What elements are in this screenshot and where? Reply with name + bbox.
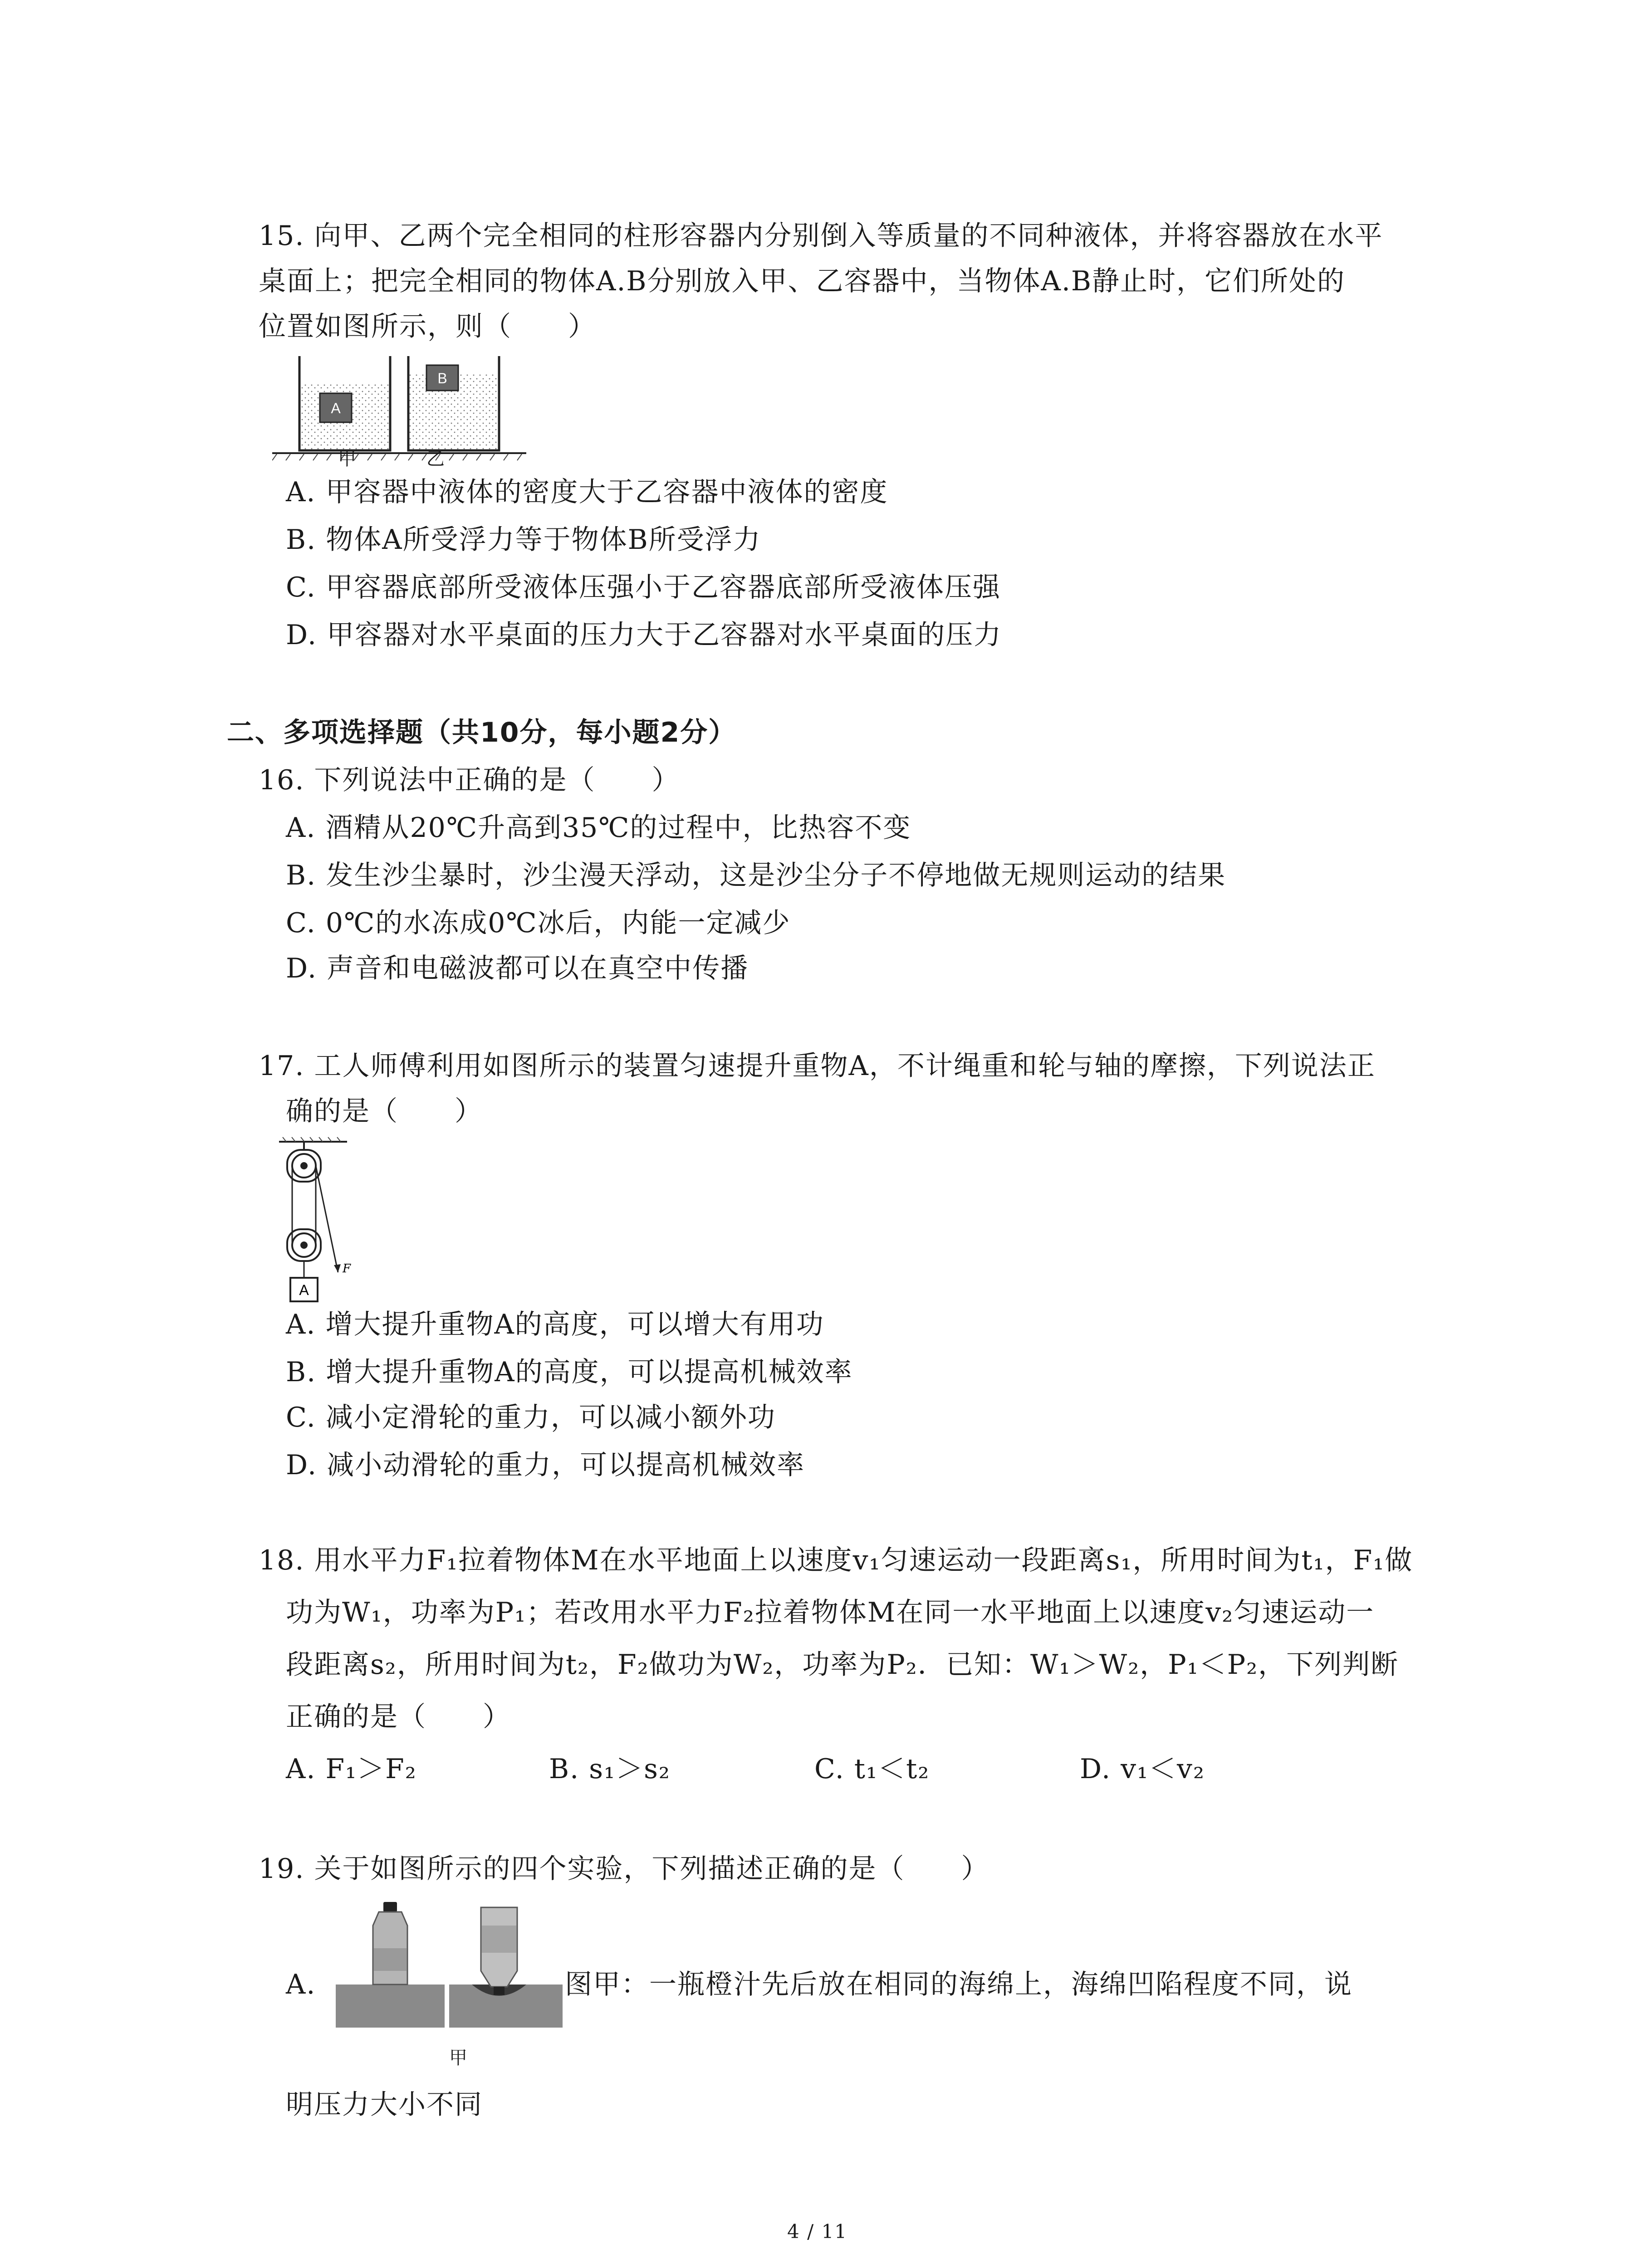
- q18-line-3: 段距离s₂，所用时间为t₂，F₂做功为W₂，功率为P₂．已知：W₁＞W₂，P₁＜P₂，下列判断: [286, 1649, 1399, 1681]
- q15-option-a: A. 甲容器中液体的密度大于乙容器中液体的密度: [286, 476, 888, 508]
- q17-line-2: 确的是（ ）: [286, 1095, 483, 1127]
- q15-option-c: C. 甲容器底部所受液体压强小于乙容器底部所受液体压强: [286, 572, 1001, 603]
- q19-option-a-continued: 明压力大小不同: [286, 2089, 483, 2121]
- q17-option-a: A. 增大提升重物A的高度，可以增大有用功: [286, 1309, 824, 1340]
- q15-option-d: D. 甲容器对水平桌面的压力大于乙容器对水平桌面的压力: [286, 619, 1002, 651]
- q15-label-b: B: [437, 370, 447, 386]
- q18-option-d: D. v₁＜v₂: [1080, 1753, 1205, 1785]
- q17-label-f: F: [343, 1262, 351, 1276]
- q18-line-1: 18. 用水平力F₁拉着物体M在水平地面上以速度v₁匀速运动一段距离s₁，所用时间为t₁，F₁做: [259, 1545, 1413, 1576]
- q18-line-4: 正确的是（ ）: [286, 1701, 511, 1733]
- q19-caption-jia: 甲: [449, 2048, 467, 2068]
- q19-option-a-text: 图甲：一瓶橙汁先后放在相同的海绵上，海绵凹陷程度不同，说: [565, 1969, 1352, 2000]
- q17-label-a: A: [299, 1282, 309, 1298]
- q18-line-2: 功为W₁，功率为P₁；若改用水平力F₂拉着物体M在同一水平地面上以速度v₂匀速运动一: [286, 1597, 1375, 1628]
- q15-label-a: A: [331, 400, 341, 416]
- q15-option-b: B. 物体A所受浮力等于物体B所受浮力: [286, 524, 761, 556]
- q17-pulley-figure: [270, 1136, 370, 1309]
- q16-option-d: D. 声音和电磁波都可以在真空中传播: [286, 953, 749, 984]
- q15-line-3: 位置如图所示，则（ ）: [259, 311, 596, 342]
- q17-option-c: C. 减小定滑轮的重力，可以减小额外功: [286, 1402, 776, 1433]
- q16-option-a: A. 酒精从20℃升高到35℃的过程中，比热容不变: [286, 812, 911, 844]
- q19-stem: 19. 关于如图所示的四个实验，下列描述正确的是（ ）: [259, 1853, 989, 1885]
- q19-option-a-prefix: A.: [286, 1969, 316, 2000]
- q18-option-b: B. s₁＞s₂: [549, 1753, 671, 1785]
- q15-containers-figure: [272, 352, 526, 469]
- q16-option-b: B. 发生沙尘暴时，沙尘漫天浮动，这是沙尘分子不停地做无规则运动的结果: [286, 860, 1226, 891]
- q17-option-b: B. 增大提升重物A的高度，可以提高机械效率: [286, 1356, 853, 1388]
- q16-option-c: C. 0℃的水冻成0℃冰后，内能一定减少: [286, 907, 791, 939]
- q17-line-1: 17. 工人师傅利用如图所示的装置匀速提升重物A，不计绳重和轮与轴的摩擦，下列说法正: [259, 1050, 1376, 1082]
- q18-option-c: C. t₁＜t₂: [814, 1753, 930, 1785]
- q15-line-1: 15. 向甲、乙两个完全相同的柱形容器内分别倒入等质量的不同种液体，并将容器放在水平: [259, 220, 1383, 252]
- q15-line-2: 桌面上；把完全相同的物体A.B分别放入甲、乙容器中，当物体A.B静止时，它们所处的: [259, 265, 1345, 297]
- q17-option-d: D. 减小动滑轮的重力，可以提高机械效率: [286, 1449, 805, 1481]
- q15-caption-jia: 甲: [338, 449, 356, 469]
- q19-sponge-bottle-photo: [336, 1898, 563, 2030]
- q15-caption-yi: 乙: [426, 449, 445, 469]
- section-heading: 二、多项选择题（共10分，每小题2分）: [227, 717, 737, 748]
- page-number: 4 / 11: [787, 2220, 848, 2243]
- q18-option-a: A. F₁＞F₂: [286, 1753, 417, 1785]
- q16-stem: 16. 下列说法中正确的是（ ）: [259, 764, 680, 796]
